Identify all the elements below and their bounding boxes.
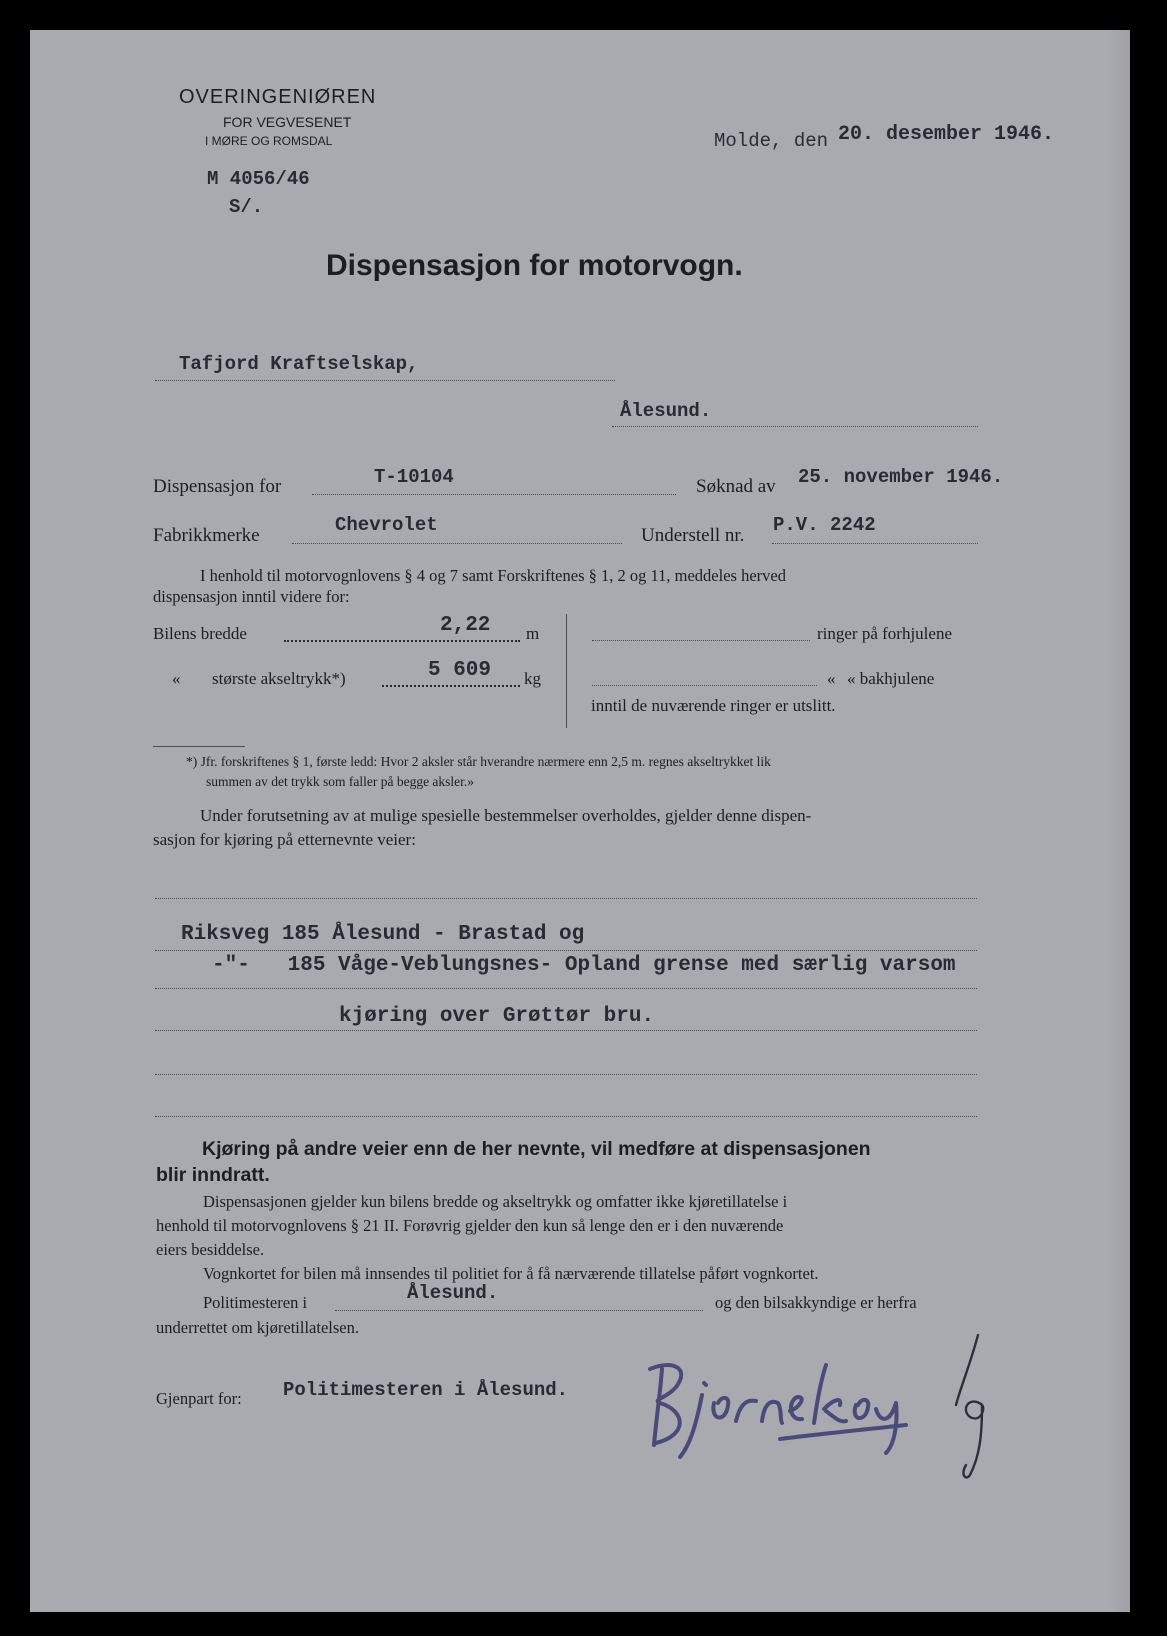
road-line-3 (155, 988, 977, 989)
recipient-city: Ålesund. (620, 400, 712, 422)
axle-label: største akseltrykk*) (212, 669, 346, 688)
document-page (30, 30, 1130, 1612)
warning-line2: blir inndratt. (156, 1164, 270, 1186)
reference-number: M 4056/46 (207, 168, 310, 190)
legal-intro-line2: dispensasjon inntil videre for: (153, 587, 350, 606)
road-line-6 (155, 1116, 977, 1117)
rear-quote: « (827, 669, 836, 688)
police-city-line (335, 1310, 703, 1311)
measurement-divider (566, 614, 567, 728)
road-line-4 (155, 1030, 977, 1031)
police-prefix: Politimesteren i (203, 1293, 308, 1312)
plate-line (312, 494, 676, 495)
police-line2: underrettet om kjøretillatelsen. (156, 1318, 359, 1337)
application-date: 25. november 1946. (798, 466, 1004, 488)
road-entry-2: -"- 185 Våge-Veblungsnes- Opland grense med særlig varsom (212, 954, 956, 977)
chassis-number: P.V. 2242 (773, 514, 876, 536)
plate-number: T-10104 (374, 466, 454, 488)
vehicle-make: Chevrolet (335, 514, 438, 536)
road-line-1 (155, 898, 977, 899)
recipient-name-line (155, 380, 615, 381)
road-entry-1: Riksveg 185 Ålesund - Brastad og (181, 923, 585, 946)
condition-line2: sasjon for kjøring på etternevnte veier: (153, 830, 416, 849)
front-rings-label: ringer på forhjulene (817, 624, 952, 643)
axle-unit: kg (524, 669, 541, 688)
axle-value: 5 609 (428, 659, 492, 682)
footnote-line1: *) Jfr. forskriftenes § 1, første ledd: Hvor 2 aksler står hverandre nærmere enn 2,5 m. regnes akseltrykket lik (186, 754, 771, 769)
legal-intro-line1: I henhold til motorvognlovens § 4 og 7 samt Forskriftenes § 1, 2 og 11, meddeles herved (200, 566, 786, 585)
copy-label: Gjenpart for: (156, 1389, 242, 1408)
rear-rings-line (592, 685, 817, 686)
place-date-prefix: Molde, den (714, 130, 829, 152)
office-region: I MØRE OG ROMSDAL (205, 134, 333, 148)
copy-recipient: Politimesteren i Ålesund. (283, 1379, 569, 1401)
warning-line1: Kjøring på andre veier enn de her nevnte, vil medføre at dispensasjonen (202, 1138, 871, 1160)
width-dotted-leader (284, 640, 520, 642)
reference-initials: S/. (229, 196, 264, 218)
make-line (292, 543, 622, 544)
rear-rings-label: « bakhjulene (847, 669, 935, 688)
road-entry-3: kjøring over Grøttør bru. (339, 1005, 655, 1028)
width-unit: m (526, 624, 540, 643)
front-rings-line (592, 640, 810, 641)
until-worn-text: inntil de nuværende ringer er utslitt. (591, 696, 836, 715)
police-suffix: og den bilsakkyndige er herfra (715, 1293, 917, 1312)
road-line-2 (155, 950, 977, 951)
validity-line3: eiers besiddelse. (156, 1240, 265, 1259)
page-title: Dispensasjon for motorvogn. (326, 249, 743, 282)
office-name: OVERINGENIØREN (179, 86, 377, 108)
chassis-label: Understell nr. (641, 525, 745, 546)
validity-line1: Dispensasjonen gjelder kun bilens bredde og akseltrykk og omfatter ikke kjøretillatelse i (203, 1192, 788, 1211)
width-label: Bilens bredde (153, 624, 247, 643)
letter-date: 20. desember 1946. (838, 123, 1055, 146)
axle-dotted-leader (382, 685, 520, 687)
chassis-line (772, 543, 978, 544)
recipient-name: Tafjord Kraftselskap, (179, 353, 419, 375)
dispensation-label: Dispensasjon for (153, 476, 282, 497)
footnote-line2: summen av det trykk som faller på begge aksler.» (206, 774, 475, 789)
condition-line1: Under forutsetning av at mulige spesielle bestemmelser overholdes, gjelder denne dispen- (200, 806, 812, 825)
office-subtitle: FOR VEGVESENET (223, 114, 352, 130)
road-line-5 (155, 1074, 977, 1075)
recipient-city-line (612, 426, 978, 427)
validity-line2: henhold til motorvognlovens § 21 II. Forøvrig gjelder den kun så lenge den er i den nuværende (156, 1216, 784, 1235)
footnote-rule (153, 746, 245, 747)
validity-line4: Vognkortet for bilen må innsendes til politiet for å få nærværende tillatelse påført vognkortet. (203, 1264, 819, 1283)
axle-quote: « (172, 669, 181, 688)
application-label: Søknad av (696, 476, 776, 497)
signature-mark (630, 1325, 1030, 1485)
width-value: 2,22 (440, 614, 491, 637)
police-city: Ålesund. (407, 1282, 499, 1304)
make-label: Fabrikkmerke (153, 525, 260, 546)
